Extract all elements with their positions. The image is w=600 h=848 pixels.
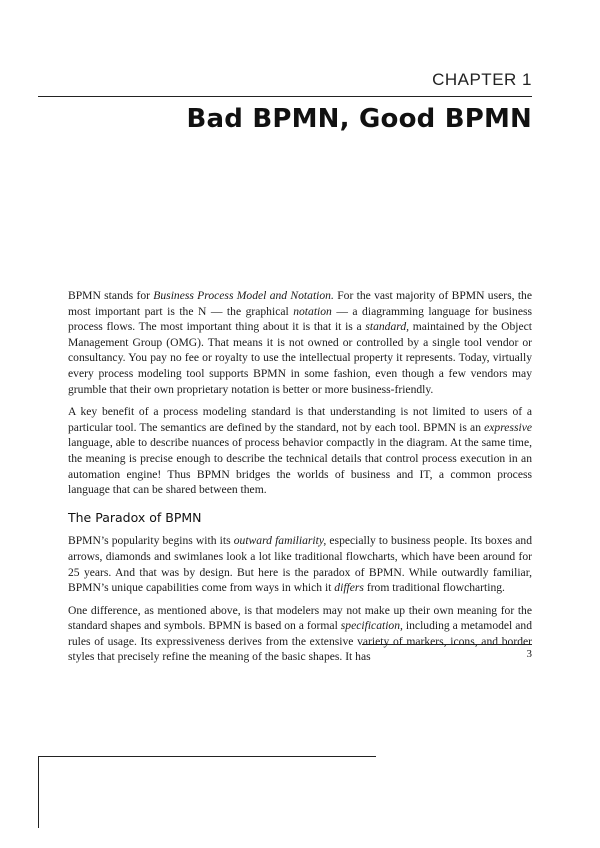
text-run: BPMN stands for: [68, 289, 154, 302]
crop-mark-vertical: [38, 756, 39, 828]
emphasis: specification,: [340, 619, 403, 633]
chapter-title: Bad BPMN, Good BPMN: [186, 104, 532, 134]
emphasis: Business Process Model and Notation.: [153, 289, 334, 302]
paragraph-popularity: [68, 533, 532, 595]
chapter-label: CHAPTER 1: [432, 70, 532, 89]
paragraph-difference: [68, 603, 532, 665]
emphasis: outward familiarity,: [233, 534, 327, 548]
header-rule: [38, 96, 532, 97]
emphasis: differs: [334, 581, 364, 595]
crop-mark-horizontal: [38, 756, 376, 757]
footer-rule: [362, 644, 532, 645]
text-run: For the vast majority of BPMN users, the most important part is the N — the graphical: [68, 289, 532, 318]
emphasis: expressive: [484, 420, 532, 434]
text-run: language, able to describe nuances of process behavior compactly in the diagram. At the same time, the meaning is precise enough to describe the technical details that control process execution in an automation engine! Thus BPMN bridges the worlds of business and IT, a common process language that can be shared between them.: [68, 436, 532, 497]
paragraph-key-benefit: [68, 404, 532, 498]
text-run: — a diagramming language for business process flows. The most important thing about it is that it is a: [68, 304, 532, 334]
text-run: including a metamodel and rules of usage. Its expressiveness derives from the extensive variety of markers, icons, and border styles that precisely refine the meaning of the basic shapes. It has: [68, 619, 532, 664]
emphasis: standard,: [365, 320, 410, 334]
text-run: maintained by the Object Management Group (OMG). That means it is not owned or controlled by a single tool vendor or consultancy. You pay no fee or royalty to use the intellectual property it represents. Today, virtually every process modeling tool supports BPMN in some fashion, even though a few vendors may grumble that their own proprietary notation is better or more business-friendly.: [68, 320, 533, 396]
page-number: 3: [526, 648, 532, 660]
text-run: especially to business people. Its boxes and arrows, diamonds and swimlanes look a lot like traditional flowcharts, which have been around for 25 years. And that was by design. But here is the paradox of BPMN. While outwardly familiar, BPMN’s unique capabilities come from ways in which it: [68, 534, 532, 595]
body-text: [68, 288, 532, 672]
paragraph-intro: [68, 288, 532, 397]
text-run: BPMN’s popularity begins with its: [68, 534, 234, 548]
text-run: One difference, as mentioned above, is that modelers may not make up their own meaning for the standard shapes and symbols. BPMN is based on a formal: [68, 603, 532, 633]
text-run: from traditional flowcharting.: [363, 581, 505, 595]
section-heading: The Paradox of BPMN: [68, 509, 202, 525]
text-run: A key benefit of a process modeling standard is that understanding is not limited to users of a particular tool. The semantics are defined by the standard, not by each tool. BPMN is an: [68, 405, 532, 434]
emphasis: notation: [293, 304, 332, 318]
